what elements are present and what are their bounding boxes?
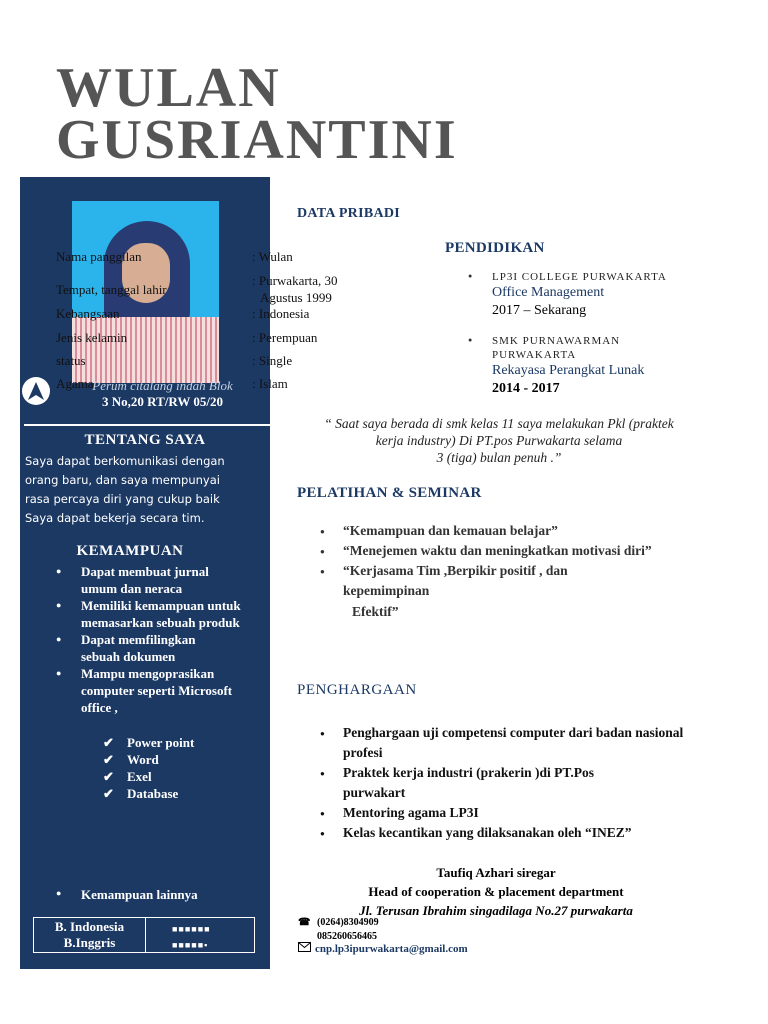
school-name: ● LP3I COLLEGE PURWAKARTA <box>492 271 667 283</box>
software-item <box>103 768 194 785</box>
skill-item: ● Dapat membuat jurnal umum dan neraca <box>56 563 266 597</box>
quote-line: 3 (tiga) bulan penuh .” <box>436 450 562 465</box>
email-address[interactable]: cnp.lp3ipurwakarta@gmail.com <box>315 943 468 955</box>
training-item: ● “Kemampuan dan kemauan belajar” <box>320 521 740 541</box>
last-name: GUSRIANTINI <box>56 109 458 171</box>
reference-name: Taufiq Azhari siregar <box>436 865 556 880</box>
nickname-label: Nama panggilan <box>56 249 142 264</box>
major-name: Office Management <box>492 285 605 300</box>
education-list <box>468 270 738 412</box>
gender-value: : Perempuan <box>252 330 318 345</box>
education-heading: PENDIDIKAN <box>445 240 545 256</box>
about-line: rasa percaya diri yang cukup baik <box>25 492 220 506</box>
address-line-1: Perum citalang indah Blok <box>92 378 233 393</box>
software-name: Word <box>127 752 159 767</box>
reference-address: Jl. Terusan Ibrahim singadilaga No.27 purwakarta <box>359 903 633 918</box>
envelope-icon <box>298 942 311 956</box>
gender-label: Jenis kelamin <box>56 330 128 345</box>
software-item <box>103 734 194 751</box>
major-name: Rekayasa Perangkat Lunak <box>492 363 645 378</box>
education-item <box>468 334 738 397</box>
school-name: ● SMK PURNAWARMAN <box>492 335 621 347</box>
religion-label: Agama <box>56 376 94 391</box>
language-level-bar: ■■■■■▪ <box>172 940 209 950</box>
reference-email[interactable] <box>298 942 468 956</box>
software-list <box>103 734 194 802</box>
table-divider <box>145 918 146 952</box>
check-icon: ✔ <box>103 786 114 801</box>
internship-quote <box>292 415 706 466</box>
award-item: ● Kelas kecantikan yang dilaksanakan oleh “INEZ” <box>320 823 690 843</box>
first-name: WULAN <box>56 57 281 119</box>
awards-list <box>320 723 690 843</box>
education-years: 2017 – Sekarang <box>492 303 587 318</box>
software-item <box>103 751 194 768</box>
language-name: B. Indonesia <box>54 919 125 934</box>
about-text <box>25 452 265 528</box>
reference-position: Head of cooperation & placement department <box>368 884 624 899</box>
phone-line <box>298 916 379 930</box>
birth-value: : Purwakarta, 30 <box>252 273 338 288</box>
school-name-2: PURWAKARTA <box>492 349 577 361</box>
nationality-value: : Indonesia <box>252 306 310 321</box>
training-item: ● “Kerjasama Tim ,Berpikir positif , dan kepemimpinan <box>320 561 740 601</box>
check-icon: ✔ <box>103 752 114 767</box>
reference-phones <box>298 916 379 944</box>
phone-number: 085260656465 <box>317 931 377 942</box>
phone-icon: ☎ <box>298 917 311 928</box>
training-heading: PELATIHAN & SEMINAR <box>297 485 482 501</box>
skills-list <box>56 563 266 716</box>
skill-item: ● Mampu mengoprasikan computer seperti Microsoft office , <box>56 665 266 716</box>
language-name: B.Inggris <box>63 935 116 950</box>
software-name: Power point <box>127 735 195 750</box>
education-item <box>468 270 738 319</box>
religion-value: : Islam <box>252 376 288 391</box>
about-line: Saya dapat bekerja secara tim. <box>25 511 205 525</box>
sidebar-divider <box>24 424 270 426</box>
check-icon: ✔ <box>103 735 114 750</box>
personal-heading: DATA PRIBADI <box>297 206 401 221</box>
training-item: ● “Menejemen waktu dan meningkatkan motivasi diri” <box>320 541 740 561</box>
about-line: Saya dapat berkomunikasi dengan <box>25 454 225 468</box>
software-item <box>103 785 194 802</box>
phone-number: (0264)8304909 <box>317 917 379 928</box>
skills-heading: KEMAMPUAN <box>76 543 184 559</box>
check-icon: ✔ <box>103 769 114 784</box>
skill-item: ● Memiliki kemampuan untuk memasarkan sebuah produk <box>56 597 266 631</box>
status-value: : Single <box>252 353 293 368</box>
award-item: ● Penghargaan uji competensi computer dari badan nasional profesi <box>320 723 690 763</box>
resume-name <box>56 57 458 171</box>
awards-heading: PENGHARGAAN <box>297 682 417 698</box>
language-names <box>34 919 145 951</box>
birth-label: Tempat, tanggal lahir <box>56 282 167 297</box>
about-line: orang baru, dan saya mempunyai <box>25 473 220 487</box>
reference-block <box>290 863 702 920</box>
quote-line: kerja industry) Di PT.pos Purwakarta selama <box>375 433 623 448</box>
training-item-continuation: Efektif” <box>352 604 399 619</box>
award-item: ● Mentoring agama LP3I <box>320 803 690 823</box>
address-line-2: 3 No,20 RT/RW 05/20 <box>102 394 223 409</box>
skill-item: ● Dapat memfilingkan sebuah dokumen <box>56 631 266 665</box>
about-heading: TENTANG SAYA <box>84 432 206 448</box>
status-label: status <box>56 353 86 368</box>
nationality-label: Kebangsaan <box>56 306 120 321</box>
quote-line: “ Saat saya berada di smk kelas 11 saya melakukan Pkl (praktek <box>324 416 674 431</box>
education-years: 2014 - 2017 <box>492 381 560 396</box>
language-level-bar: ■■■■■■ <box>172 924 211 934</box>
birth-value-2: Agustus 1999 <box>260 290 332 305</box>
location-icon <box>22 377 50 405</box>
award-item: ● Praktek kerja industri (prakerin )di PT.Pos purwakart <box>320 763 690 803</box>
home-address <box>60 378 265 410</box>
other-skills: ● Kemampuan lainnya <box>56 887 198 903</box>
training-list <box>320 521 740 601</box>
language-levels <box>172 921 211 953</box>
software-name: Exel <box>127 769 152 784</box>
nickname-value: : Wulan <box>252 249 293 264</box>
software-name: Database <box>127 786 179 801</box>
language-table <box>33 917 255 953</box>
